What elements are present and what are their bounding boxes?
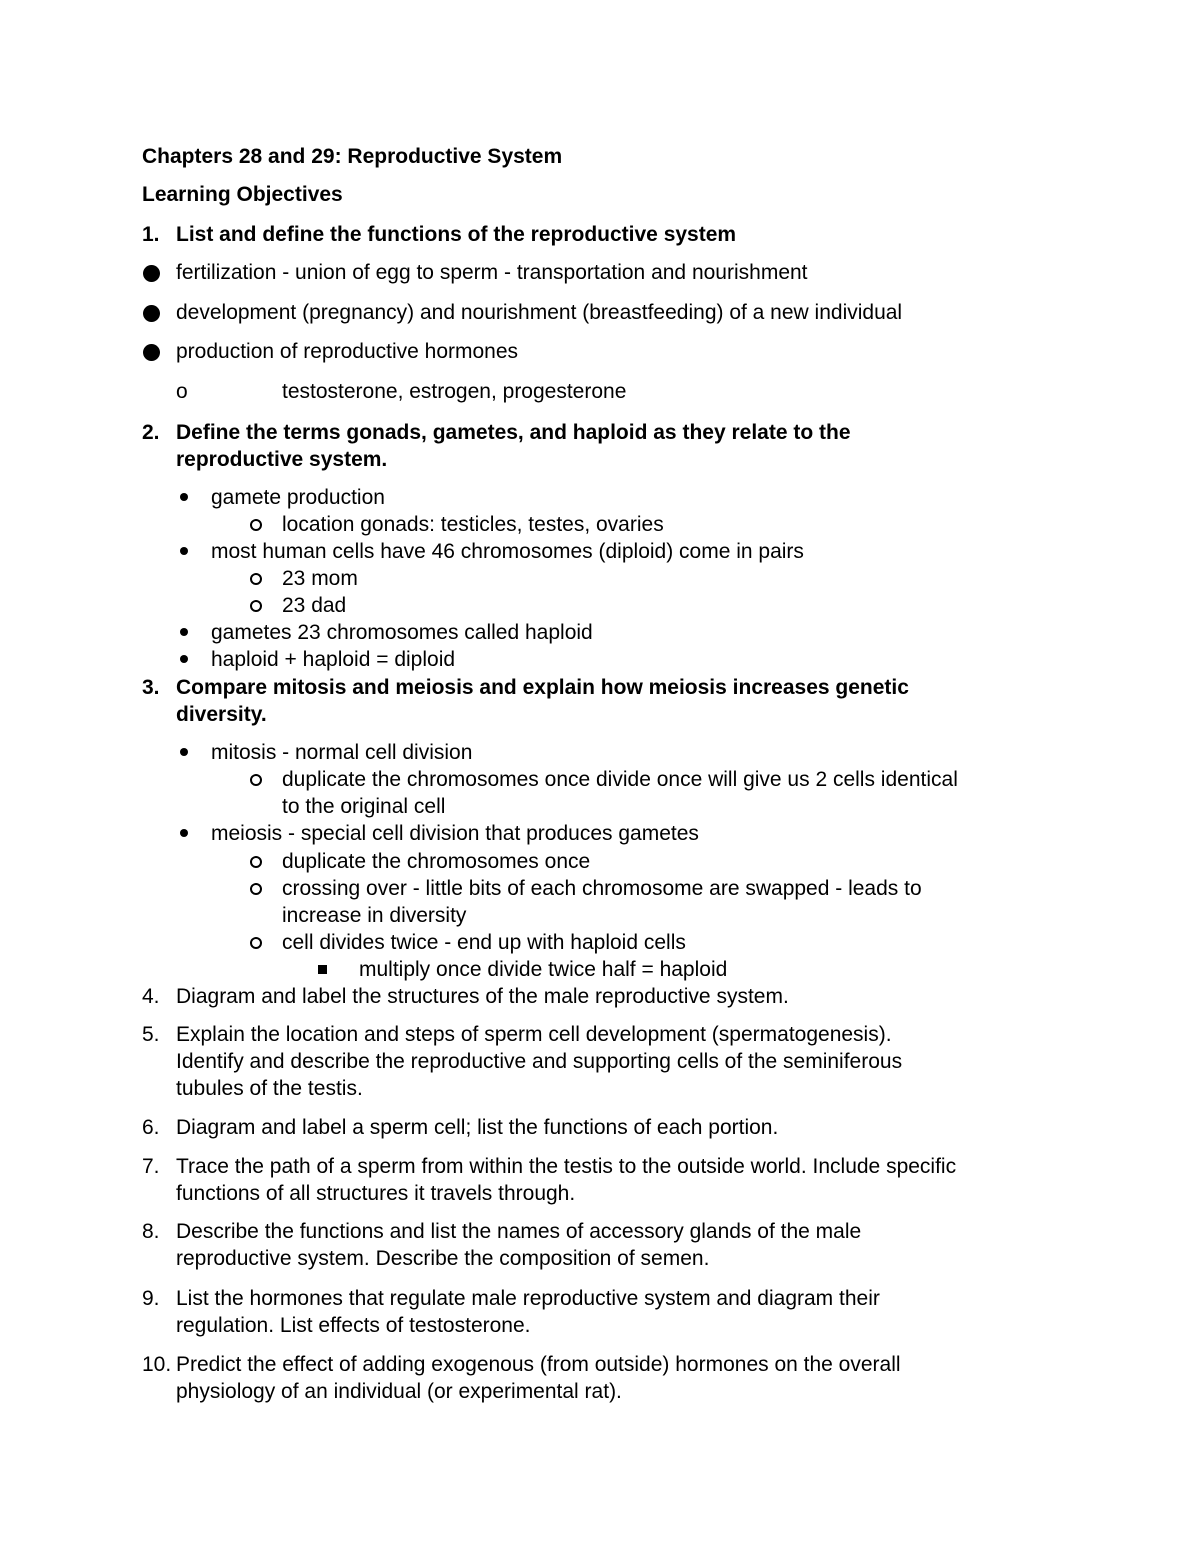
list-subitem: 23 dad bbox=[282, 594, 347, 617]
list-subitem: duplicate the chromosomes once bbox=[282, 850, 591, 873]
list-subitem-cont: to the original cell bbox=[282, 795, 446, 818]
objective-text: Diagram and label a sperm cell; list the functions of each portion. bbox=[176, 1116, 779, 1139]
list-subitem: location gonads: testicles, testes, ovaries bbox=[282, 513, 664, 536]
bullet-icon bbox=[180, 628, 188, 636]
bullet-icon bbox=[143, 265, 160, 282]
circle-bullet-icon bbox=[250, 600, 262, 612]
objective-number: 8. bbox=[142, 1220, 160, 1243]
objective-number: 9. bbox=[142, 1287, 160, 1310]
objective-text-cont: functions of all structures it travels through. bbox=[176, 1182, 576, 1205]
objective-number: 3. bbox=[142, 676, 160, 699]
circle-bullet-icon bbox=[250, 519, 262, 531]
objective-text-cont: physiology of an individual (or experimental rat). bbox=[176, 1380, 622, 1403]
objective-text: List the hormones that regulate male reproductive system and diagram their bbox=[176, 1287, 880, 1310]
list-item: development (pregnancy) and nourishment (breastfeeding) of a new individual bbox=[176, 301, 903, 324]
objective-text-cont: reproductive system. Describe the composition of semen. bbox=[176, 1247, 710, 1270]
objective-heading-cont: reproductive system. bbox=[176, 448, 388, 471]
page-title: Chapters 28 and 29: Reproductive System bbox=[142, 145, 563, 168]
list-subitem: cell divides twice - end up with haploid cells bbox=[282, 931, 686, 954]
bullet-icon bbox=[180, 748, 188, 756]
bullet-icon bbox=[180, 493, 188, 501]
list-item: gametes 23 chromosomes called haploid bbox=[211, 621, 593, 644]
objective-heading: Compare mitosis and meiosis and explain how meiosis increases genetic bbox=[176, 676, 909, 699]
objective-text-cont: regulation. List effects of testosterone. bbox=[176, 1314, 531, 1337]
objective-number: 5. bbox=[142, 1023, 160, 1046]
list-item: most human cells have 46 chromosomes (diploid) come in pairs bbox=[211, 540, 804, 563]
square-bullet-icon bbox=[318, 965, 327, 974]
list-marker: o bbox=[176, 380, 188, 403]
objective-heading: List and define the functions of the reproductive system bbox=[176, 223, 737, 246]
circle-bullet-icon bbox=[250, 573, 262, 585]
objective-number: 4. bbox=[142, 985, 160, 1008]
list-subitem-cont: increase in diversity bbox=[282, 904, 467, 927]
objective-number: 2. bbox=[142, 421, 160, 444]
list-item: production of reproductive hormones bbox=[176, 340, 519, 363]
bullet-icon bbox=[180, 655, 188, 663]
list-item: fertilization - union of egg to sperm - transportation and nourishment bbox=[176, 261, 808, 284]
objective-number: 7. bbox=[142, 1155, 160, 1178]
list-item: mitosis - normal cell division bbox=[211, 741, 473, 764]
list-subitem: testosterone, estrogen, progesterone bbox=[282, 380, 627, 403]
circle-bullet-icon bbox=[250, 883, 262, 895]
list-item: meiosis - special cell division that produces gametes bbox=[211, 822, 699, 845]
objective-text-cont: tubules of the testis. bbox=[176, 1077, 363, 1100]
circle-bullet-icon bbox=[250, 774, 262, 786]
bullet-icon bbox=[143, 305, 160, 322]
objective-number: 1. bbox=[142, 223, 160, 246]
circle-bullet-icon bbox=[250, 856, 262, 868]
bullet-icon bbox=[180, 547, 188, 555]
objective-text: Diagram and label the structures of the male reproductive system. bbox=[176, 985, 789, 1008]
objective-text: Explain the location and steps of sperm cell development (spermatogenesis). bbox=[176, 1023, 892, 1046]
circle-bullet-icon bbox=[250, 937, 262, 949]
bullet-icon bbox=[143, 344, 160, 361]
list-subsubitem: multiply once divide twice half = haploid bbox=[359, 958, 728, 981]
list-subitem: crossing over - little bits of each chromosome are swapped - leads to bbox=[282, 877, 922, 900]
objective-number: 6. bbox=[142, 1116, 160, 1139]
list-subitem: duplicate the chromosomes once divide once will give us 2 cells identical bbox=[282, 768, 958, 791]
section-heading: Learning Objectives bbox=[142, 183, 343, 206]
objective-heading-cont: diversity. bbox=[176, 703, 267, 726]
list-subitem: 23 mom bbox=[282, 567, 358, 590]
objective-heading: Define the terms gonads, gametes, and haploid as they relate to the bbox=[176, 421, 851, 444]
list-item: gamete production bbox=[211, 486, 385, 509]
list-item: haploid + haploid = diploid bbox=[211, 648, 456, 671]
objective-number: 10. bbox=[142, 1353, 172, 1376]
objective-text: Describe the functions and list the names of accessory glands of the male bbox=[176, 1220, 862, 1243]
objective-text: Predict the effect of adding exogenous (from outside) hormones on the overall bbox=[176, 1353, 901, 1376]
bullet-icon bbox=[180, 829, 188, 837]
objective-text: Trace the path of a sperm from within the testis to the outside world. Include specific bbox=[176, 1155, 957, 1178]
objective-text-cont: Identify and describe the reproductive and supporting cells of the seminiferous bbox=[176, 1050, 903, 1073]
